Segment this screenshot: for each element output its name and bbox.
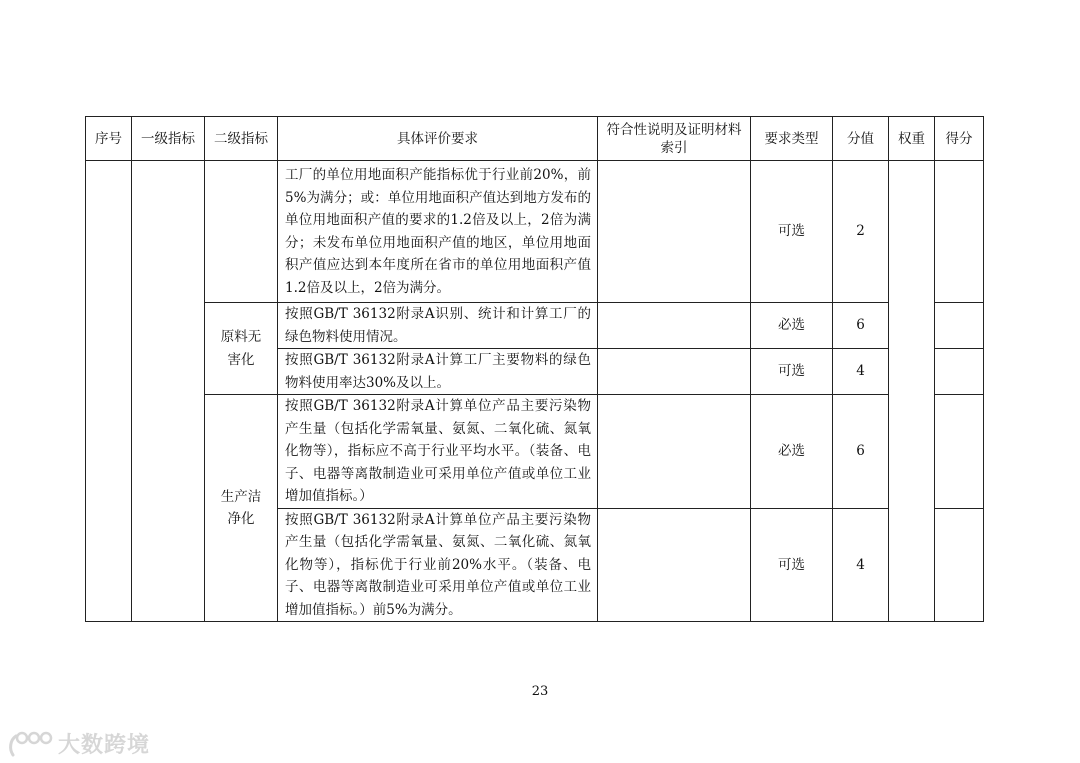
level2-raw-material: 原料无害化 <box>205 303 278 395</box>
requirement-cell: 按照GB/T 36132附录A计算单位产品主要污染物产生量（包括化学需氧量、氨氮、二氧化硫、氮氧化物等），指标优于行业前20%水平。（装备、电子、电器等离散制造业可采用单位产值或单位工业增加值指标。）前5%为满分。 <box>278 508 598 622</box>
table-row <box>86 303 984 349</box>
header-seq: 序号 <box>86 117 132 161</box>
seq-cell <box>86 161 132 622</box>
brand-logo-icon <box>8 729 54 759</box>
score-value-cell: 4 <box>833 508 889 622</box>
header-level1: 一级指标 <box>132 117 205 161</box>
level2-cell <box>205 161 278 303</box>
compliance-cell[interactable] <box>598 349 751 395</box>
table-header-row <box>86 117 984 161</box>
score-value-cell: 4 <box>833 349 889 395</box>
compliance-cell[interactable] <box>598 161 751 303</box>
req-type-cell: 必选 <box>751 303 833 349</box>
header-requirement: 具体评价要求 <box>278 117 598 161</box>
req-type-cell: 可选 <box>751 349 833 395</box>
req-type-cell: 必选 <box>751 395 833 509</box>
header-req-type: 要求类型 <box>751 117 833 161</box>
header-compliance: 符合性说明及证明材料索引 <box>598 117 751 161</box>
score-value-cell: 6 <box>833 395 889 509</box>
page-number: 23 <box>531 684 549 699</box>
score-cell[interactable] <box>935 303 984 349</box>
requirement-cell: 按照GB/T 36132附录A识别、统计和计算工厂的绿色物料使用情况。 <box>278 303 598 349</box>
header-weight: 权重 <box>889 117 935 161</box>
score-value-cell: 2 <box>833 161 889 303</box>
level2-clean-production: 生产洁净化 <box>205 395 278 622</box>
requirement-cell: 工厂的单位用地面积产能指标优于行业前20%，前5%为满分；或：单位用地面积产值达到地方发布的单位用地面积产值的要求的1.2倍及以上，2倍为满分；未发布单位用地面积产值的地区，单位用地面积产值应达到本年度所在省市的单位用地面积产值1.2倍及以上，2倍为满分。 <box>278 161 598 303</box>
table-row <box>86 161 984 303</box>
evaluation-table <box>85 116 984 622</box>
score-cell[interactable] <box>935 349 984 395</box>
header-score-value: 分值 <box>833 117 889 161</box>
compliance-cell[interactable] <box>598 395 751 509</box>
watermark-text: 大数跨境 <box>58 733 151 758</box>
compliance-cell[interactable] <box>598 303 751 349</box>
score-cell[interactable] <box>935 395 984 509</box>
header-level2: 二级指标 <box>205 117 278 161</box>
watermark <box>8 728 150 759</box>
compliance-cell[interactable] <box>598 508 751 622</box>
header-score: 得分 <box>935 117 984 161</box>
req-type-cell: 可选 <box>751 161 833 303</box>
score-value-cell: 6 <box>833 303 889 349</box>
level1-cell <box>132 161 205 622</box>
score-cell[interactable] <box>935 161 984 303</box>
weight-cell <box>889 161 935 622</box>
requirement-cell: 按照GB/T 36132附录A计算工厂主要物料的绿色物料使用率达30%及以上。 <box>278 349 598 395</box>
req-type-cell: 可选 <box>751 508 833 622</box>
requirement-cell: 按照GB/T 36132附录A计算单位产品主要污染物产生量（包括化学需氧量、氨氮、二氧化硫、氮氧化物等），指标应不高于行业平均水平。（装备、电子、电器等离散制造业可采用单位产值或单位工业增加值指标。） <box>278 395 598 509</box>
score-cell[interactable] <box>935 508 984 622</box>
table-row <box>86 395 984 509</box>
